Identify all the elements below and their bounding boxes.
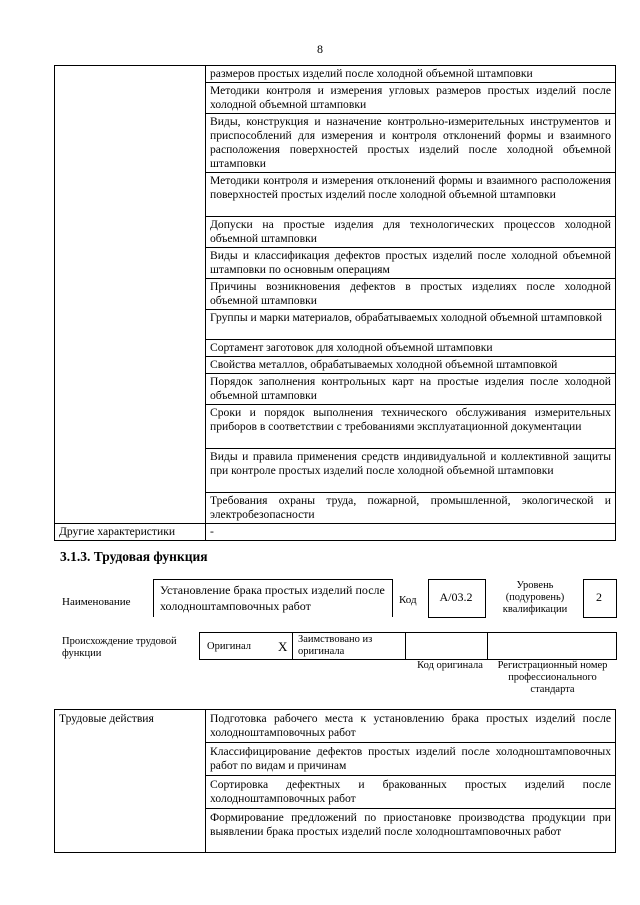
table-row: размеров простых изделий после холодной объемной штамповки: [206, 66, 616, 83]
table-row: Группы и марки материалов, обрабатываемых холодной объемной штамповкой: [206, 310, 616, 340]
origin-label: Происхождение трудовой функции: [62, 636, 177, 659]
table-row: Формирование предложений по приостановке производства продукции при выявлении брака простых изделий после холодноштамповочных работ: [206, 809, 616, 853]
labor-actions-label: Трудовые действия: [55, 710, 206, 853]
original-label: Оригинал: [207, 641, 251, 652]
table-row: Сортамент заготовок для холодной объемной штамповки: [206, 340, 616, 357]
borrowed-label: Заимствовано из оригинала: [298, 634, 373, 657]
table-row: Подготовка рабочего места к установлению брака простых изделий после холодноштамповочных работ: [206, 710, 616, 743]
divider: [292, 632, 293, 659]
name-label: Наименование: [62, 596, 131, 608]
table-row: Сроки и порядок выполнения технического обслуживания измерительных приборов в соответствии с требованиями эксплуатационной документации: [206, 405, 616, 449]
labor-actions-table: [54, 709, 616, 853]
code-original-caption: Код оригинала: [417, 660, 483, 671]
table-row: Требования охраны труда, пожарной, промышленной, экологической и электробезопасности: [206, 493, 616, 524]
name-value: Установление брака простых изделий после холодноштамповочных работ: [160, 583, 385, 613]
code-label: Код: [399, 594, 417, 606]
code-value: А/03.2: [439, 590, 473, 604]
origin-boxes: [199, 632, 617, 660]
table-row: Допуски на простые изделия для технологических процессов холодной объемной штамповки: [206, 217, 616, 248]
page-number: 8: [317, 42, 323, 56]
divider: [487, 632, 488, 659]
registration-caption: Регистрационный номер профессионального стандарта: [497, 660, 608, 695]
table-row: Причины возникновения дефектов в простых изделиях после холодной объемной штамповки: [206, 279, 616, 310]
knowledge-table: [54, 65, 616, 541]
table-row: Виды и классификация дефектов простых изделий после холодной объемной штамповки по основным операциям: [206, 248, 616, 279]
other-characteristics-value: -: [206, 524, 616, 541]
original-mark: X: [278, 639, 288, 654]
table-row: Порядок заполнения контрольных карт на простые изделия после холодной объемной штамповки: [206, 374, 616, 405]
table-row: Методики контроля и измерения отклонений формы и взаимного расположения поверхностей простых изделий после холодной объемной штамповки: [206, 173, 616, 217]
other-characteristics-label: Другие характеристики: [55, 524, 206, 541]
left-cell-empty: [55, 66, 206, 524]
table-row: Виды, конструкция и назначение контрольно-измерительных инструментов и приспособлений для измерения и контроля отклонений формы и взаимного расположения поверхностей простых изделий после холодной объемной штамповки: [206, 114, 616, 173]
table-row: Свойства металлов, обрабатываемых холодной объемной штамповкой: [206, 357, 616, 374]
level-value: 2: [596, 590, 602, 604]
divider: [405, 632, 406, 659]
table-row: Классифицирование дефектов простых изделий после холодноштамповочных работ по видам и причинам: [206, 743, 616, 776]
table-row: Методики контроля и измерения угловых размеров простых изделий после холодной объемной штамповки: [206, 83, 616, 114]
table-row: Виды и правила применения средств индивидуальной и коллективной защиты при контроле простых изделий после холодной объемной штамповки: [206, 449, 616, 493]
level-label: Уровень (подуровень) квалификации: [502, 580, 568, 615]
section-title: 3.1.3. Трудовая функция: [60, 549, 208, 564]
table-row: Сортировка дефектных и бракованных простых изделий после холодноштамповочных работ: [206, 776, 616, 809]
